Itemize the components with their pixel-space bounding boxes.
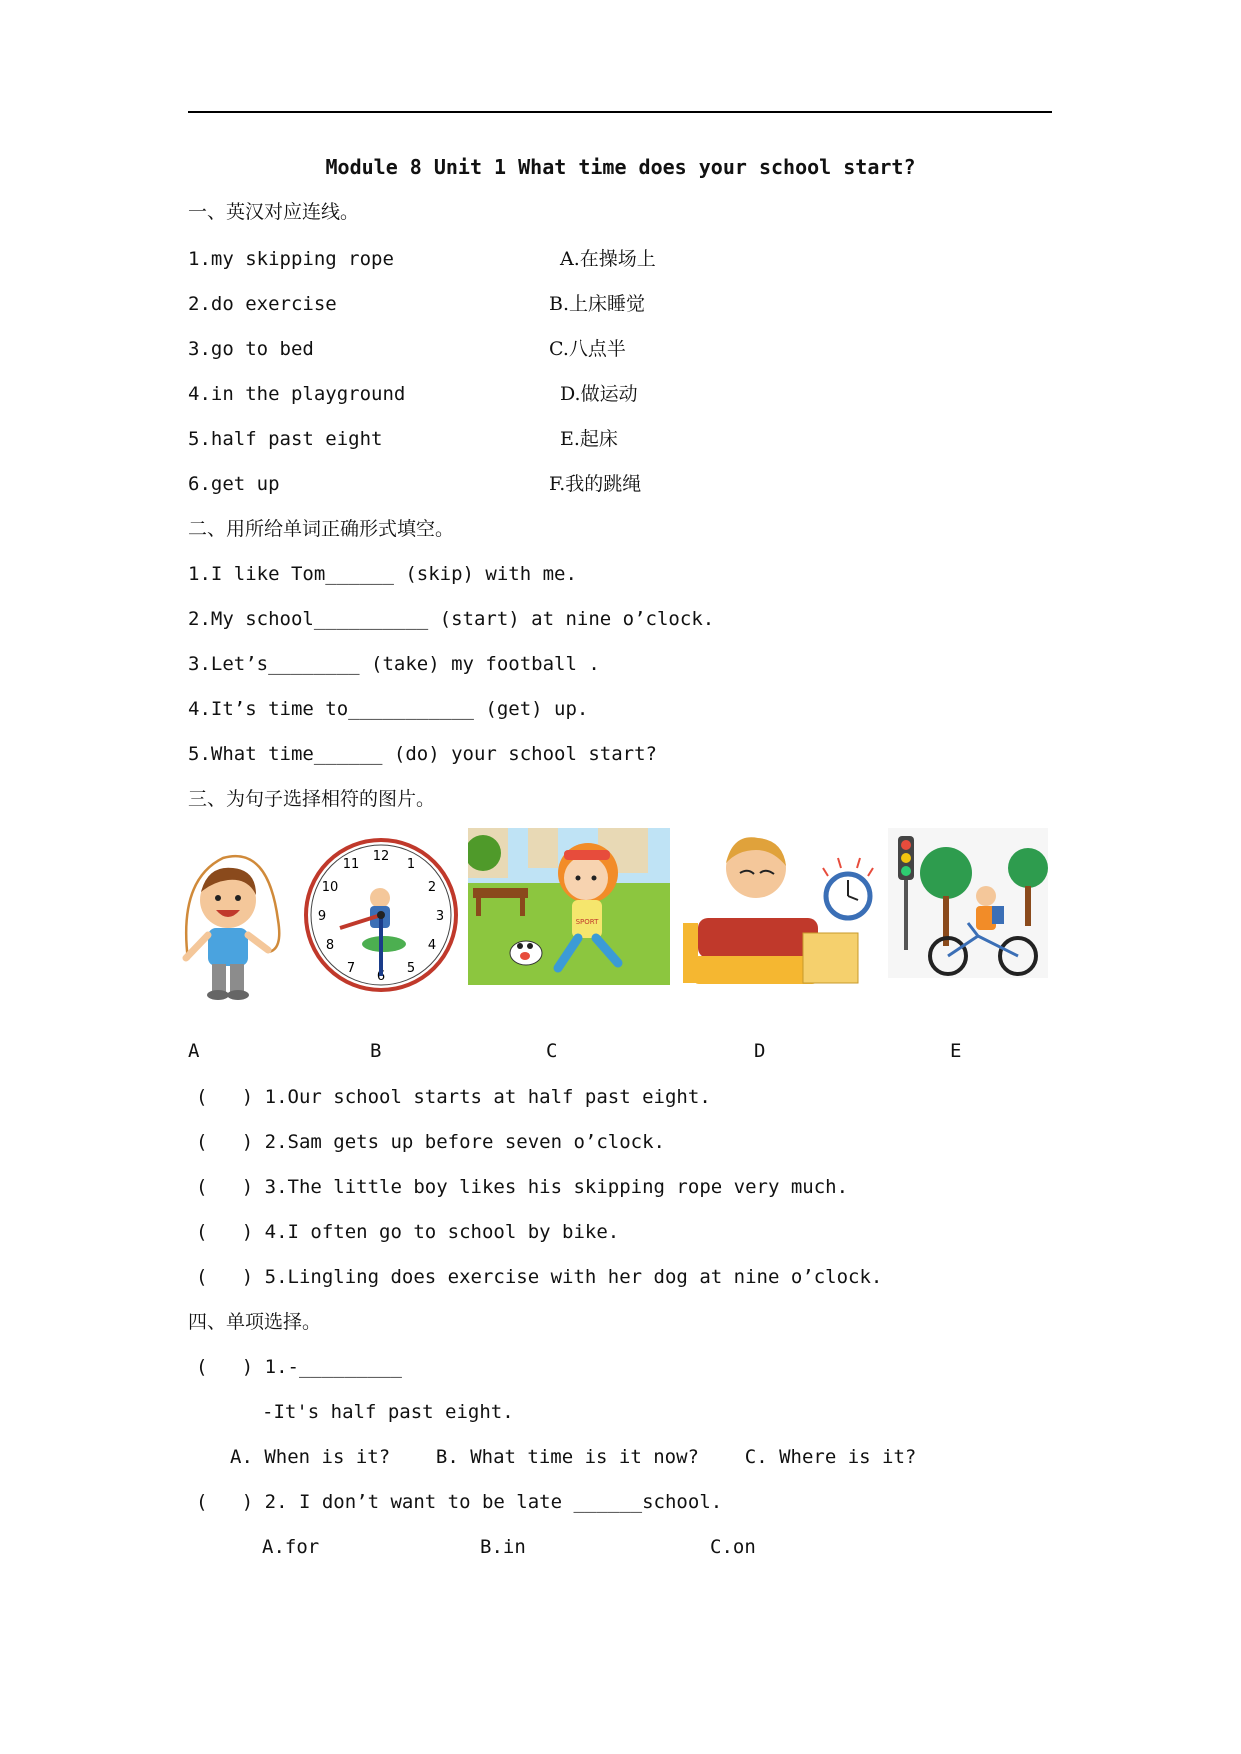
match-left-2: 2.do exercise (188, 293, 337, 315)
section4-heading: 四、单项选择。 (188, 1311, 322, 1333)
section1-heading: 一、英汉对应连线。 (188, 201, 360, 223)
header-rule (188, 111, 1052, 113)
match-right-e: E.起床 (560, 428, 618, 450)
picture-label-d: D (754, 1040, 766, 1062)
fill-item-4: 4.It’s time to___________ (get) up. (188, 698, 589, 720)
picture-label-b: B (370, 1040, 382, 1062)
match-left-5: 5.half past eight (188, 428, 383, 450)
match-left-4: 4.in the playground (188, 383, 406, 405)
fill-item-5: 5.What time______ (do) your school start? (188, 743, 657, 765)
sport-shirt-text: SPORT (575, 918, 599, 926)
clock-num-2: 2 (427, 880, 437, 895)
picture-a-skipping-boy (168, 840, 293, 1005)
picture-item-2: ( ) 2.Sam gets up before seven o’clock. (196, 1131, 665, 1153)
fill-item-2: 2.My school__________ (start) at nine o’clock. (188, 608, 715, 630)
picture-item-1: ( ) 1.Our school starts at half past eight. (196, 1086, 711, 1108)
match-left-6: 6.get up (188, 473, 280, 495)
picture-item-3: ( ) 3.The little boy likes his skipping rope very much. (196, 1176, 849, 1198)
picture-b-clock (302, 836, 460, 994)
picture-c-girl-exercise (468, 828, 670, 985)
picture-label-a: A (188, 1040, 200, 1062)
match-right-f: F.我的跳绳 (549, 473, 642, 495)
picture-e-bike (888, 828, 1048, 978)
match-right-a: A.在操场上 (560, 248, 656, 270)
picture-label-c: C (546, 1040, 558, 1062)
fill-item-3: 3.Let’s________ (take) my football . (188, 653, 600, 675)
mc-question-1-options: A. When is it? B. What time is it now? C. Where is it? (230, 1446, 917, 1468)
mc-question-2-option-c: C.on (710, 1536, 756, 1558)
clock-num-6: 6 (376, 969, 386, 984)
fill-item-1: 1.I like Tom______ (skip) with me. (188, 563, 577, 585)
picture-label-e: E (950, 1040, 962, 1062)
picture-d-getting-up (678, 828, 878, 988)
section2-heading: 二、用所给单词正确形式填空。 (188, 518, 455, 540)
mc-question-2-option-b: B.in (480, 1536, 526, 1558)
clock-num-3: 3 (435, 909, 445, 924)
clock-num-10: 10 (321, 880, 339, 895)
mc-question-1: ( ) 1.-_________ (196, 1356, 402, 1378)
mc-question-2: ( ) 2. I don’t want to be late ______school. (196, 1491, 723, 1513)
mc-question-1-answer: -It's half past eight. (262, 1401, 514, 1423)
clock-num-1: 1 (406, 857, 416, 872)
section3-heading: 三、为句子选择相符的图片。 (188, 788, 436, 810)
picture-item-5: ( ) 5.Lingling does exercise with her dog at nine o’clock. (196, 1266, 883, 1288)
match-left-1: 1.my skipping rope (188, 248, 394, 270)
clock-num-11: 11 (342, 857, 360, 872)
picture-item-4: ( ) 4.I often go to school by bike. (196, 1221, 620, 1243)
match-right-c: C.八点半 (549, 338, 626, 360)
match-right-b: B.上床睡觉 (549, 293, 646, 315)
clock-num-4: 4 (427, 938, 437, 953)
mc-question-2-option-a: A.for (262, 1536, 320, 1558)
clock-num-8: 8 (325, 938, 335, 953)
clock-num-12: 12 (372, 849, 390, 864)
clock-num-7: 7 (346, 961, 356, 976)
match-left-3: 3.go to bed (188, 338, 314, 360)
match-right-d: D.做运动 (560, 383, 638, 405)
clock-num-5: 5 (406, 961, 416, 976)
clock-num-9: 9 (317, 909, 327, 924)
page-title: Module 8 Unit 1 What time does your school start? (325, 155, 916, 179)
